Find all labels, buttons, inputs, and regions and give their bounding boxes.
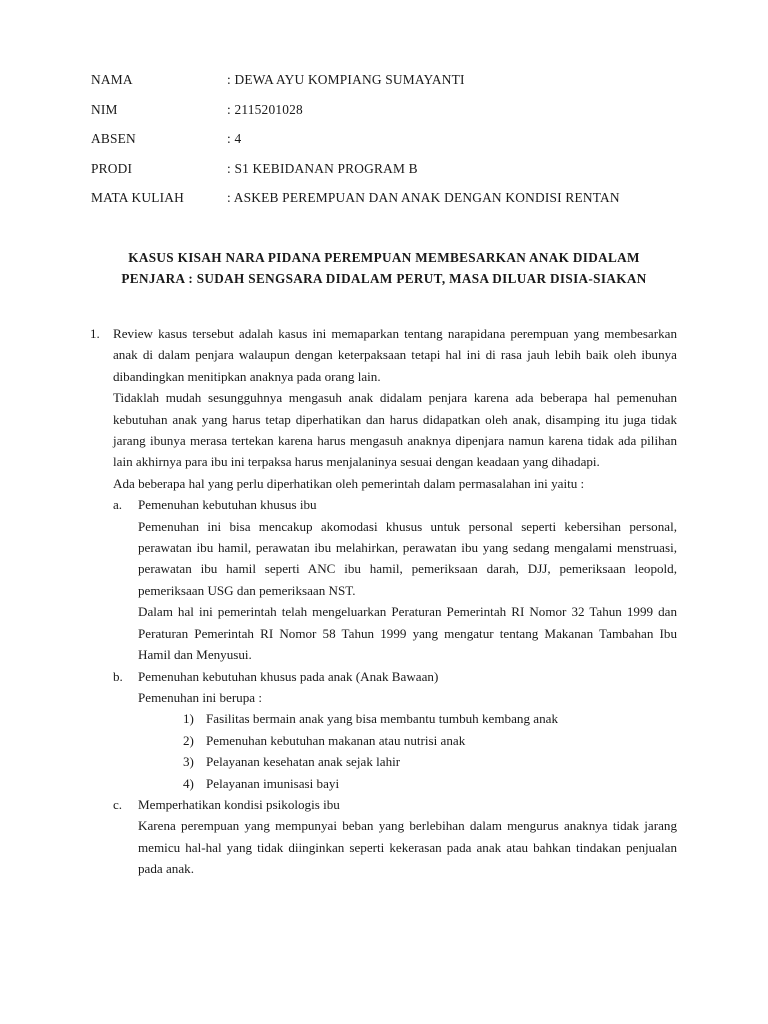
info-row-absen xyxy=(91,129,620,159)
subitem-heading: Pemenuhan kebutuhan khusus ibu xyxy=(138,497,317,513)
list-item xyxy=(90,730,677,751)
info-row-mata-kuliah xyxy=(91,188,620,218)
info-label: ABSEN xyxy=(91,131,136,147)
subitem-b xyxy=(90,666,677,709)
subitem-letter: b. xyxy=(113,668,123,684)
list-item-number: 1) xyxy=(183,711,194,727)
subitem-b-intro: Pemenuhan ini berupa : xyxy=(138,689,262,705)
subitem-letter: c. xyxy=(113,796,123,812)
item1-paragraph-3: Ada beberapa hal yang perlu diperhatikan oleh pemerintah dalam permasalahan ini yaitu : xyxy=(113,475,585,491)
subitem-c xyxy=(90,794,677,880)
list-item-number: 2) xyxy=(183,732,194,748)
subitem-a-paragraph-1: Pemenuhan ini bisa mencakup akomodasi khusus untuk personal seperti kebersihan personal, perawatan ibu hamil, perawatan ibu melahirkan, perawatan ibu yang sedang mengalami menstruasi, perawatan ibu hamil seperti ANC ibu hamil, pemeriksaan darah, DJJ, pemeriksaan leopold, pemeriksaan USG dan pemeriksaan NST. xyxy=(138,518,677,598)
info-label: MATA KULIAH xyxy=(91,190,184,206)
item1-paragraph-1: Review kasus tersebut adalah kasus ini memaparkan tentang narapidana perempuan yang membesarkan anak di dalam penjara walaupun dengan keterpaksaan tetapi hal ini di rasa jauh lebih baik oleh ibunya dibandingkan menitipkan anaknya pada orang lain. xyxy=(113,326,677,384)
list-item xyxy=(90,751,677,772)
list-item-number: 3) xyxy=(183,754,194,770)
list-item-text: Fasilitas bermain anak yang bisa membantu tumbuh kembang anak xyxy=(206,711,558,727)
info-row-nim xyxy=(91,100,620,130)
info-value: : DEWA AYU KOMPIANG SUMAYANTI xyxy=(227,72,465,87)
list-item-text: Pelayanan imunisasi bayi xyxy=(206,775,340,791)
subitem-heading: Memperhatikan kondisi psikologis ibu xyxy=(138,796,340,812)
document-body xyxy=(90,323,677,880)
subitem-c-paragraph-1: Karena perempuan yang mempunyai beban yang berlebihan dalam mengurus anaknya tidak jarang memicu hal-hal yang tidak diinginkan seperti kekerasan pada anak atau bahkan tindakan penjualan pada anak. xyxy=(138,818,677,877)
document-title xyxy=(60,247,708,289)
numbered-item-1 xyxy=(90,323,677,494)
student-info xyxy=(91,70,620,218)
info-label: PRODI xyxy=(91,160,133,176)
info-label: NIM xyxy=(91,101,118,117)
item1-paragraph-2: Tidaklah mudah sesungguhnya mengasuh anak didalam penjara karena ada beberapa hal pemenuhan kebutuhan anak yang harus tetap diperhatikan dan harus didapatkan oleh anak, disamping itu juga tidak jarang ibunya merasa tertekan karena harus mengasuh anaknya dipenjara namun karena tidak ada pilihan lain akhirnya para ibu ini terpaksa harus menjalaninya sesuai dengan keadaan yang dihadapi. xyxy=(113,390,677,470)
info-value: : S1 KEBIDANAN PROGRAM B xyxy=(227,160,418,176)
list-item-text: Pelayanan kesehatan anak sejak lahir xyxy=(206,754,401,770)
list-item xyxy=(90,773,677,794)
list-item-text: Pemenuhan kebutuhan makanan atau nutrisi anak xyxy=(206,732,466,748)
subitem-a-paragraph-2: Dalam hal ini pemerintah telah mengeluarkan Peraturan Pemerintah RI Nomor 32 Tahun 1999 dan Peraturan Pemerintah RI Nomor 58 Tahun 1999 yang mengatur tentang Makanan Tambahan Ibu Hamil dan Menyusui. xyxy=(138,604,677,663)
subitem-a xyxy=(90,494,677,665)
title-line-2: PENJARA : SUDAH SENGSARA DIDALAM PERUT, MASA DILUAR DISIA-SIAKAN xyxy=(121,271,647,286)
list-item xyxy=(90,708,677,729)
item-number: 1. xyxy=(90,326,100,341)
subitem-b-list xyxy=(90,708,677,794)
subitem-letter: a. xyxy=(113,497,123,513)
title-line-1: KASUS KISAH NARA PIDANA PEREMPUAN MEMBESARKAN ANAK DIDALAM xyxy=(128,250,640,265)
list-item-number: 4) xyxy=(183,775,194,791)
info-value: : ASKEB PEREMPUAN DAN ANAK DENGAN KONDISI RENTAN xyxy=(227,190,620,206)
info-value: : 2115201028 xyxy=(227,101,303,117)
info-row-nama xyxy=(91,70,620,100)
info-value: : 4 xyxy=(227,131,242,147)
subitem-heading: Pemenuhan kebutuhan khusus pada anak (Anak Bawaan) xyxy=(138,668,439,684)
info-label: NAMA xyxy=(91,72,133,87)
info-row-prodi xyxy=(91,159,620,189)
